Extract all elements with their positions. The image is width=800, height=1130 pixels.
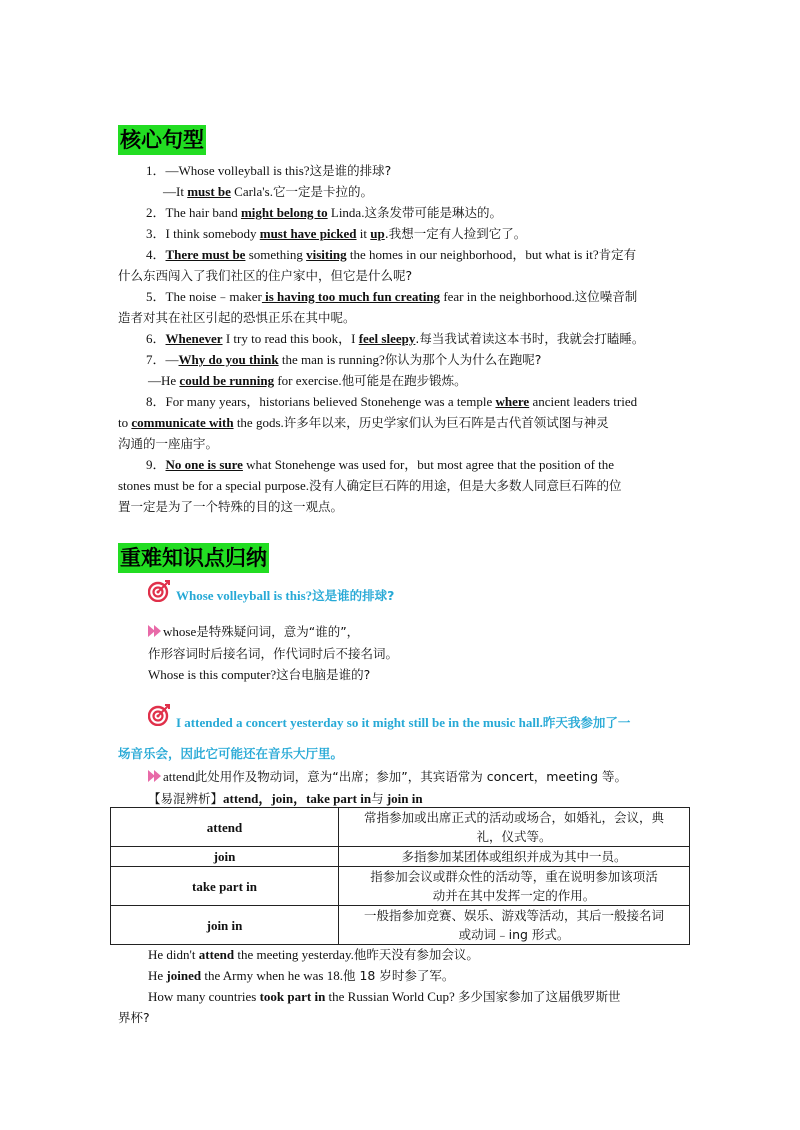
key-point-2-body: attend此处用作及物动词，意为“出席；参加”，其宾语常为 concert，meeting 等。 [148, 766, 708, 787]
table-key: attend [111, 808, 339, 847]
sentence-5-cont: 造者对其在社区引起的恐惧正乐在其中呢。 [118, 310, 356, 325]
example-1: He didn't attend the meeting yesterday.他昨天没有参加会议。 [148, 947, 479, 962]
example-2: He joined the Army when he was 18.他 18 岁时参了军。 [148, 968, 455, 983]
table-value: 多指参加某团体或组织并成为其中一员。 [339, 847, 690, 867]
section-heading-core-sentences: 核心句型 [118, 125, 206, 155]
sentence-5: 5．The noise﹣maker is having too much fun creating fear in the neighborhood.这位噪音制 [146, 289, 638, 304]
table-value: 常指参加或出席正式的活动或场合，如婚礼，会议，典 礼，仪式等。 [339, 808, 690, 847]
comparison-table [110, 807, 690, 945]
key-point-2-title: I attended a concert yesterday so it might still be in the music hall.昨天我参加了一 [176, 715, 631, 730]
section-heading-key-points: 重难知识点归纳 [118, 543, 269, 573]
sentence-4-cont: 什么东西闯入了我们社区的住户家中，但它是什么呢? [118, 268, 413, 283]
sentence-7: 7．—Why do you think the man is running?你认为那个人为什么在跑呢? [146, 352, 542, 367]
key-point-1-line-2: 作形容词时后接名词，作代词时后不接名词。 [148, 646, 399, 661]
table-row [111, 847, 690, 867]
key-point-1-title: Whose volleyball is this?这是谁的排球? [176, 588, 395, 603]
table-key: join in [111, 906, 339, 945]
target-icon [148, 704, 170, 726]
key-point-2-title-cont: 场音乐会，因此它可能还在音乐大厅里。 [118, 746, 344, 761]
example-3: How many countries took part in the Russian World Cup? 多少国家参加了这届俄罗斯世 [148, 989, 621, 1004]
sentence-6: 6．Whenever I try to read this book，I feel sleepy.每当我试着读这本书时，我就会打瞌睡。 [146, 331, 645, 346]
compare-title: 【易混辨析】attend，join，take part in与 join in [148, 791, 423, 806]
sentence-1-answer: —It must be Carla's.它一定是卡拉的。 [163, 184, 373, 199]
sentence-9-cont2: 置一定是为了一个特殊的目的这一观点。 [118, 499, 344, 514]
table-row [111, 808, 690, 847]
sentence-1: 1．—Whose volleyball is this?这是谁的排球? [146, 163, 392, 178]
table-row [111, 867, 690, 906]
sentence-8-cont2: 沟通的一座庙宇。 [118, 436, 219, 451]
key-point-1-line-1: whose是特殊疑问词，意为“谁的”， [148, 621, 708, 642]
table-row [111, 906, 690, 945]
sentence-9-cont: stones must be for a special purpose.没有人确定巨石阵的用途，但是大多数人同意巨石阵的位 [118, 478, 622, 493]
target-icon [148, 580, 170, 602]
table-value: 一般指参加竞赛、娱乐、游戏等活动，其后一般接名词 或动词﹣ing 形式。 [339, 906, 690, 945]
sentence-9: 9．No one is sure what Stonehenge was used for，but most agree that the position of the [146, 457, 615, 472]
table-key: join [111, 847, 339, 867]
sentence-8: 8．For many years，historians believed Stonehenge was a temple where ancient leaders tried [146, 394, 638, 409]
sentence-3: 3．I think somebody must have picked it up.我想一定有人捡到它了。 [146, 226, 527, 241]
arrow-bullet-icon [148, 770, 162, 782]
table-value: 指参加会议或群众性的活动等，重在说明参加该项活 动并在其中发挥一定的作用。 [339, 867, 690, 906]
key-point-1-line-3: Whose is this computer?这台电脑是谁的? [148, 667, 371, 682]
arrow-bullet-icon [148, 625, 162, 637]
sentence-2: 2．The hair band might belong to Linda.这条发带可能是琳达的。 [146, 205, 502, 220]
example-3-cont: 界杯? [118, 1010, 150, 1025]
sentence-4: 4．There must be something visiting the homes in our neighborhood，but what is it?肯定有 [146, 247, 637, 262]
table-key: take part in [111, 867, 339, 906]
sentence-8-cont: to communicate with the gods.许多年以来，历史学家们认为巨石阵是古代首领试图与神灵 [118, 415, 609, 430]
sentence-7-answer: —He could be running for exercise.他可能是在跑步锻炼。 [148, 373, 467, 388]
